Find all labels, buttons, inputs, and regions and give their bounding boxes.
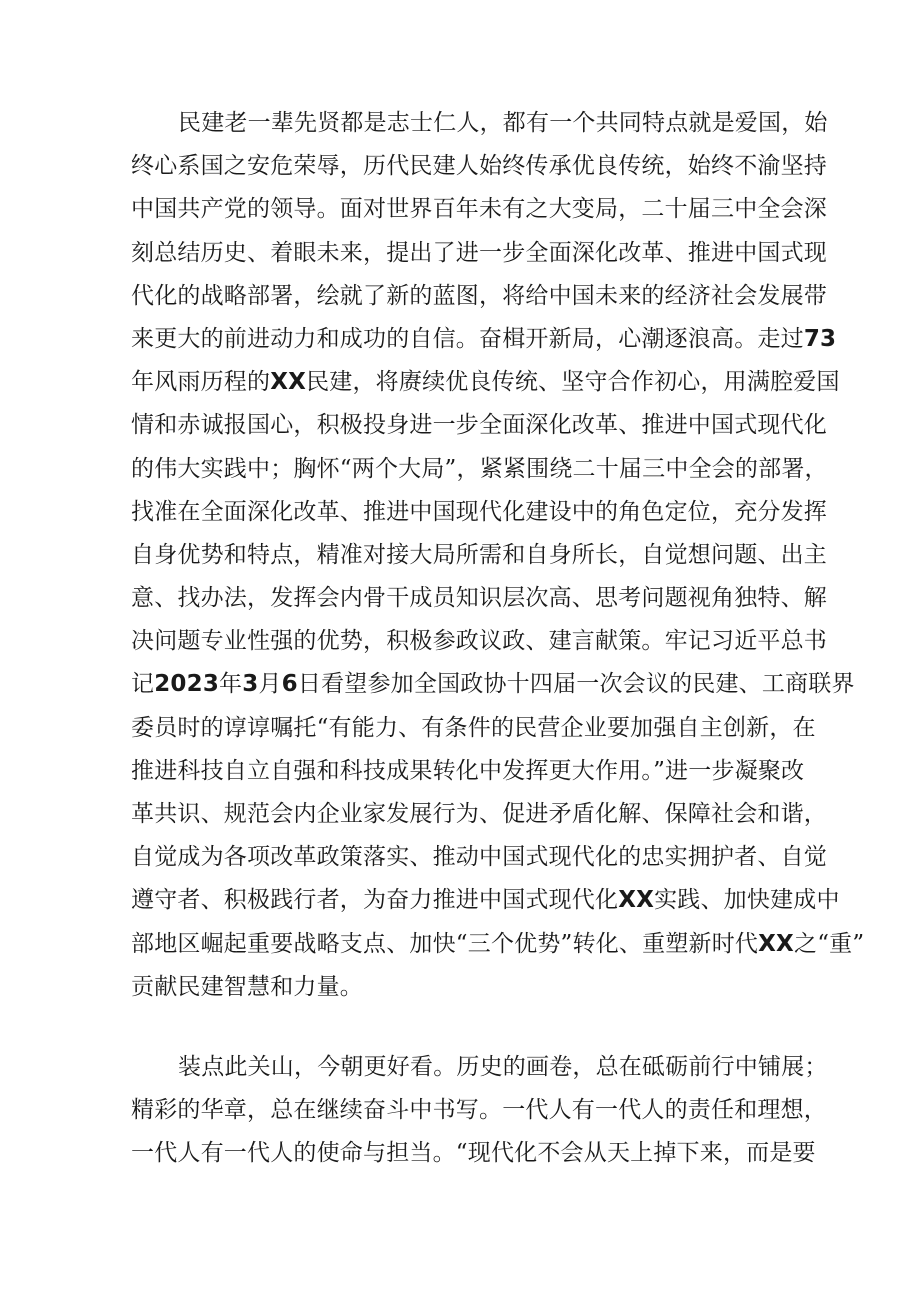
latin-run: XX: [758, 930, 794, 957]
text-line: 刻总结历史、着眼未来，提出了进一步全面深化改革、推进中国式现: [131, 239, 827, 266]
latin-run: XX: [618, 887, 655, 914]
text-line: 遵守者、积极践行者，为奋力推进中国式现代化XX实践、加快建成中: [131, 887, 840, 914]
text-line: 委员时的谆谆嘱托“有能力、有条件的民营企业要加强自主创新，在: [131, 714, 816, 741]
text-line: 来更大的前进动力和成功的自信。奋楫开新局，心潮逐浪高。走过73: [131, 325, 837, 352]
latin-run: XX: [270, 369, 307, 396]
text-line: 记2023年3月6日看望参加全国政协十四届一次会议的民建、工商联界: [131, 671, 855, 698]
text-line: 代化的战略部署，绘就了新的蓝图，将给中国未来的经济社会发展带: [131, 282, 827, 309]
latin-run: 73: [803, 325, 837, 352]
text-line: 自身优势和特点，精准对接大局所需和自身所长，自觉想问题、出主: [131, 541, 827, 568]
text-line: 贡献民建智慧和力量。: [131, 973, 363, 1000]
text-line: 民建老一辈先贤都是志士仁人，都有一个共同特点就是爱国，始: [178, 110, 828, 136]
paragraph: [131, 1046, 828, 1176]
text-line: 情和赤诚报国心，积极投身进一步全面深化改革、推进中国式现代化: [131, 412, 827, 439]
text-line: 找准在全面深化改革、推进中国现代化建设中的角色定位，充分发挥: [131, 498, 827, 525]
text-line: 决问题专业性强的优势，积极参政议政、建言献策。牢记习近平总书: [131, 628, 827, 655]
text-line: 意、找办法，发挥会内骨干成员知识层次高、思考问题视角独特、解: [131, 585, 827, 612]
text-line: 装点此关山，今朝更好看。历史的画卷，总在砥砺前行中铺展；: [178, 1054, 828, 1080]
latin-run: 6: [281, 671, 298, 698]
text-line: 终心系国之安危荣辱，历代民建人始终传承优良传统，始终不渝坚持: [131, 153, 827, 180]
text-line: 精彩的华章，总在继续奋斗中书写。一代人有一代人的责任和理想，: [131, 1097, 827, 1124]
paragraph: [131, 102, 865, 1009]
text-line: 中国共产党的领导。面对世界百年未有之大变局，二十届三中全会深: [131, 196, 827, 223]
text-line: 一代人有一代人的使命与担当。“现代化不会从天上掉下来，而是要: [131, 1140, 816, 1167]
latin-run: 2023: [154, 671, 220, 698]
text-line: 年风雨历程的XX民建，将赓续优良传统、坚守合作初心，用满腔爱国: [131, 369, 840, 396]
text-line: 的伟大实践中；胸怀“两个大局”，紧紧围绕二十届三中全会的部署，: [131, 455, 828, 482]
text-line: 部地区崛起重要战略支点、加快“三个优势”转化、重塑新时代XX之“重”: [131, 930, 865, 957]
text-line: 自觉成为各项改革政策落实、推动中国式现代化的忠实拥护者、自觉: [131, 844, 827, 871]
text-line: 推进科技自立自强和科技成果转化中发挥更大作用。”进一步凝聚改: [131, 757, 805, 784]
text-line: 革共识、规范会内企业家发展行为、促进矛盾化解、保障社会和谐，: [131, 801, 827, 827]
latin-run: 3: [242, 671, 259, 698]
